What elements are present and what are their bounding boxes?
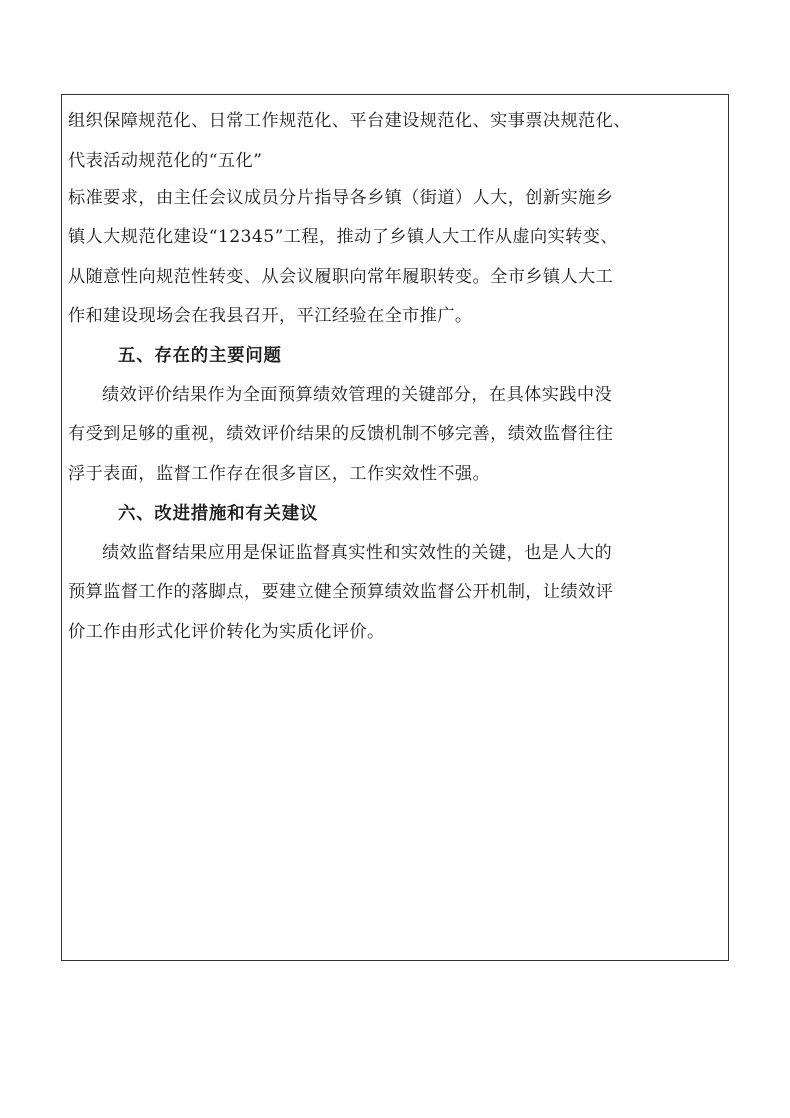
paragraph-line: 预算监督工作的落脚点，要建立健全预算绩效监督公开机制，让绩效评 [68,582,614,602]
paragraph-line: 从随意性向规范性转变、从会议履职向常年履职转变。全市乡镇人大工 [68,267,614,287]
paragraph-line: 绩效监督结果应用是保证监督真实性和实效性的关键，也是人大的 [102,543,613,563]
paragraph-line: 标准要求，由主任会议成员分片指导各乡镇（街道）人大，创新实施乡 [68,188,614,208]
section-heading-suggestions: 六、改进措施和有关建议 [118,504,319,524]
section-heading-problems: 五、存在的主要问题 [118,346,282,366]
paragraph-line: 价工作由形式化评价转化为实质化评价。 [68,622,385,642]
paragraph-line: 浮于表面，监督工作存在很多盲区，工作实效性不强。 [68,464,491,484]
paragraph-line: 绩效评价结果作为全面预算绩效管理的关键部分，在具体实践中没 [102,385,613,405]
paragraph-line: 代表活动规范化的“五化” [68,151,263,171]
paragraph-line: 组织保障规范化、日常工作规范化、平台建设规范化、实事票决规范化、 [68,111,631,131]
paragraph-line: 作和建设现场会在我县召开，平江经验在全市推广。 [68,306,473,326]
paragraph-line: 镇人大规范化建设“12345”工程，推动了乡镇人大工作从虚向实转变、 [68,227,618,247]
paragraph-line: 有受到足够的重视，绩效评价结果的反馈机制不够完善，绩效监督往往 [68,424,614,444]
